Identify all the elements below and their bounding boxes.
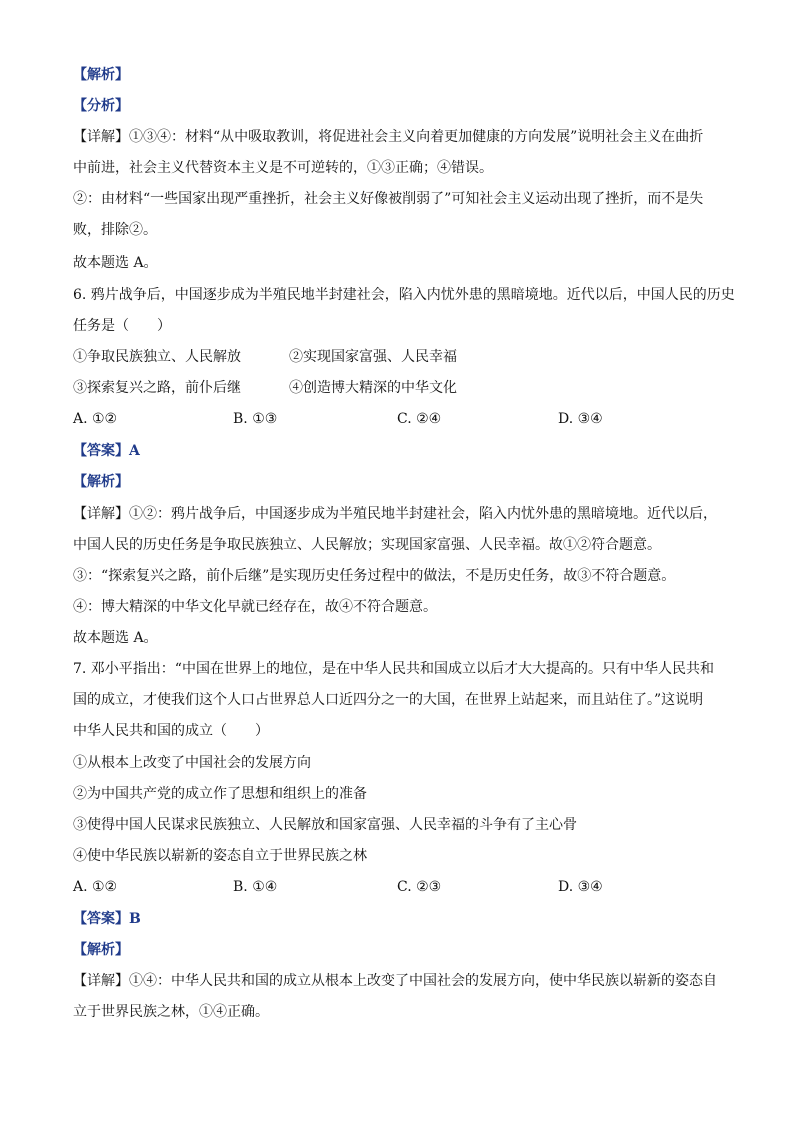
- choice-a: A. ①②: [73, 879, 118, 895]
- q7-statement-4: ④使中华民族以崭新的姿态自立于世界民族之林: [73, 848, 367, 864]
- choice-d: D. ③④: [558, 411, 603, 427]
- detail-line-3: ②：由材料“一些国家出现严重挫折，社会主义好像被削弱了”可知社会主义运动出现了挫折，而不是失: [73, 191, 704, 207]
- statement-2: ②实现国家富强、人民幸福: [289, 349, 457, 365]
- choice-b: B. ①③: [233, 411, 278, 427]
- question-6-stem-2: 任务是（ ）: [73, 318, 171, 334]
- detail-line-1: 【详解】①③④：材料“从中吸取教训，将促进社会主义向着更加健康的方向发展”说明社会主义在曲折: [73, 129, 704, 145]
- q7-statement-2: ②为中国共产党的成立作了思想和组织上的准备: [73, 786, 367, 802]
- answer-label-6: 【答案】A: [73, 443, 140, 459]
- question-7-stem-3: 中华人民共和国的成立（ ）: [73, 723, 269, 739]
- conclusion-line: 故本题选 A。: [73, 255, 158, 271]
- analysis-label-7: 【解析】: [73, 942, 129, 958]
- analysis-label: 【解析】: [73, 67, 129, 83]
- q7-statement-3: ③使得中国人民谋求民族独立、人民解放和国家富强、人民幸福的斗争有了主心骨: [73, 817, 577, 833]
- statement-4: ④创造博大精深的中华文化: [289, 380, 457, 396]
- q6-detail-3: ③：“探索复兴之路，前仆后继”是实现历史任务过程中的做法，不是历史任务，故③不符合题意。: [73, 568, 676, 584]
- choice-c: C. ②④: [397, 411, 442, 427]
- q6-detail-1: 【详解】①②：鸦片战争后，中国逐步成为半殖民地半封建社会，陷入内忧外患的黑暗境地。近代以后，: [73, 506, 717, 522]
- choice-a: A. ①②: [73, 411, 118, 427]
- q6-detail-4: ④：博大精深的中华文化早就已经存在，故④不符合题意。: [73, 599, 437, 615]
- analysis-label-6: 【解析】: [73, 474, 129, 490]
- q6-detail-2: 中国人民的历史任务是争取民族独立、人民解放；实现国家富强、人民幸福。故①②符合题意。: [73, 537, 661, 553]
- choice-d: D. ③④: [558, 879, 603, 895]
- fenxi-label: 【分析】: [73, 98, 129, 114]
- statement-3: ③探索复兴之路，前仆后继: [73, 380, 241, 396]
- question-7-stem-1: 7. 邓小平指出：“中国在世界上的地位，是在中华人民共和国成立以后才大大提高的。只有中华人民共和: [73, 661, 714, 677]
- statement-1: ①争取民族独立、人民解放: [73, 349, 241, 365]
- detail-line-4: 败，排除②。: [73, 222, 157, 238]
- question-6-stem-1: 6. 鸦片战争后，中国逐步成为半殖民地半封建社会，陷入内忧外患的黑暗境地。近代以后，中国人民的历史: [73, 287, 735, 303]
- q7-detail-1: 【详解】①④：中华人民共和国的成立从根本上改变了中国社会的发展方向，使中华民族以崭新的姿态自: [73, 973, 717, 989]
- question-7-stem-2: 国的成立，才使我们这个人口占世界总人口近四分之一的大国，在世界上站起来，而且站住了。”这说明: [73, 692, 704, 708]
- choice-b: B. ①④: [233, 879, 278, 895]
- q7-detail-2: 立于世界民族之林，①④正确。: [73, 1004, 269, 1020]
- answer-label-7: 【答案】B: [73, 911, 141, 927]
- choice-c: C. ②③: [397, 879, 442, 895]
- q6-conclusion: 故本题选 A。: [73, 630, 158, 646]
- detail-line-2: 中前进，社会主义代替资本主义是不可逆转的，①③正确；④错误。: [73, 160, 493, 176]
- q7-statement-1: ①从根本上改变了中国社会的发展方向: [73, 755, 311, 771]
